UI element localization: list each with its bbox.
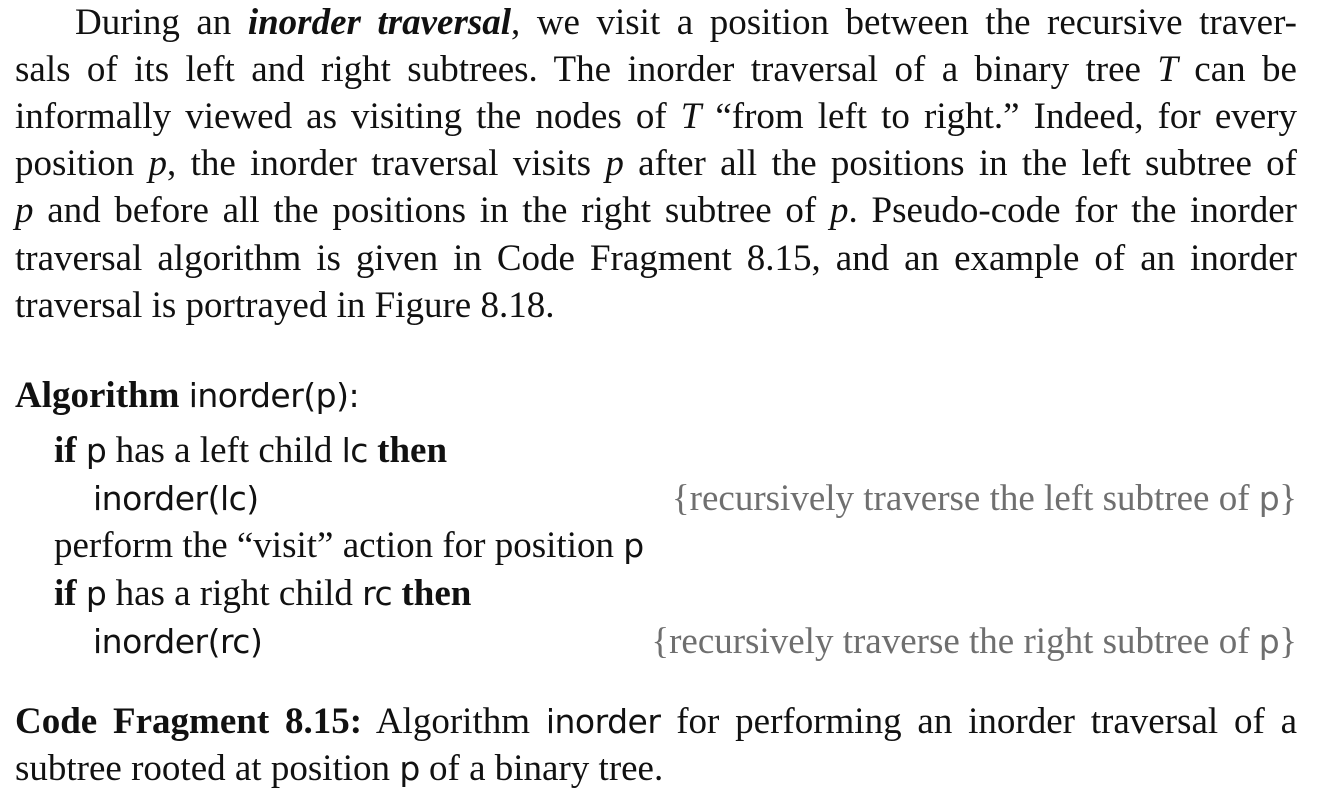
paragraph-line-6 (15, 236, 1297, 282)
var-p: p (1258, 479, 1280, 518)
text-span: subtree rooted at position (15, 748, 400, 789)
var-rc: rc (362, 574, 393, 613)
text-span: . Pseudo-code for the inorder (848, 190, 1297, 231)
math-p: p (148, 143, 168, 184)
text-span: position (15, 143, 149, 184)
var-p: p (85, 431, 107, 470)
text-span: traversal algorithm is given in Code Fragment 8.15, and an example of an inorder (15, 238, 1297, 279)
text-span: sals of its left and right subtrees. The inorder traversal of a binary tree (15, 49, 1158, 90)
var-p: p (399, 749, 420, 788)
keyword-if: if (54, 573, 77, 614)
math-p: p (15, 190, 34, 231)
text-span: has a left child (106, 430, 342, 471)
comment-right-subtree (651, 619, 1297, 665)
math-T: T (1157, 49, 1178, 90)
text-span: informally viewed as visiting the nodes of (15, 96, 681, 137)
text-span: , the inorder traversal visits (167, 143, 606, 184)
math-p: p (830, 190, 849, 231)
text-span: after all the positions in the left subtree of (623, 143, 1297, 184)
paragraph-line-4 (15, 141, 1297, 187)
paragraph-line-5 (15, 188, 1297, 234)
text-span: perform the “visit” action for position (54, 525, 624, 566)
algorithm-keyword: Algorithm (15, 375, 180, 416)
text-span: and before all the positions in the right subtree of (33, 190, 830, 231)
text-span: has a right child (106, 573, 363, 614)
algorithm-name-ref: inorder (545, 702, 661, 741)
text-span: Algorithm (362, 701, 546, 742)
paragraph-line-1 (15, 0, 1297, 46)
algorithm-line-if-left (54, 428, 1297, 474)
var-p: p (1258, 622, 1280, 661)
paragraph-line-2 (15, 47, 1297, 93)
keyword-then: then (401, 573, 472, 614)
var-p: p (85, 574, 107, 613)
comment-left-subtree (672, 476, 1297, 522)
algorithm-header (15, 373, 1297, 419)
caption-line-1 (15, 699, 1297, 745)
math-p: p (605, 143, 624, 184)
text-span: } (1279, 621, 1297, 662)
call-inorder-rc: inorder(rc) (93, 622, 263, 661)
paragraph-line-7 (15, 283, 1297, 329)
text-span: “from left to right.” Indeed, for every (701, 96, 1297, 137)
algorithm-line-if-right (54, 571, 1297, 617)
call-inorder-lc: inorder(lc) (93, 479, 259, 518)
text-span: traversal is portrayed in Figure 8.18. (15, 285, 555, 326)
algorithm-line-call-left (93, 476, 1297, 522)
caption-line-2 (15, 746, 1297, 792)
text-span: } (1279, 478, 1297, 519)
paragraph-line-3 (15, 94, 1297, 140)
keyword-if: if (54, 430, 77, 471)
var-p: p (623, 526, 644, 565)
math-T: T (680, 96, 702, 137)
algorithm-line-call-right (93, 619, 1297, 665)
text-span: , we visit a position between the recursive traver- (511, 2, 1297, 43)
algorithm-name: inorder(p): (188, 376, 360, 415)
text-span: {recursively traverse the left subtree of (671, 478, 1259, 519)
algorithm-line-visit (54, 523, 1297, 569)
var-lc: lc (341, 431, 368, 470)
keyword-then: then (377, 430, 448, 471)
caption-label: Code Fragment 8.15: (15, 701, 363, 742)
term-inorder-traversal: inorder traversal (247, 2, 512, 43)
text-span: of a binary tree. (419, 748, 664, 789)
text-span: for performing an inorder traversal of a (660, 701, 1297, 742)
text-span: can be (1177, 49, 1297, 90)
text-span: During an (75, 2, 248, 43)
text-span: {recursively traverse the right subtree of (651, 621, 1259, 662)
